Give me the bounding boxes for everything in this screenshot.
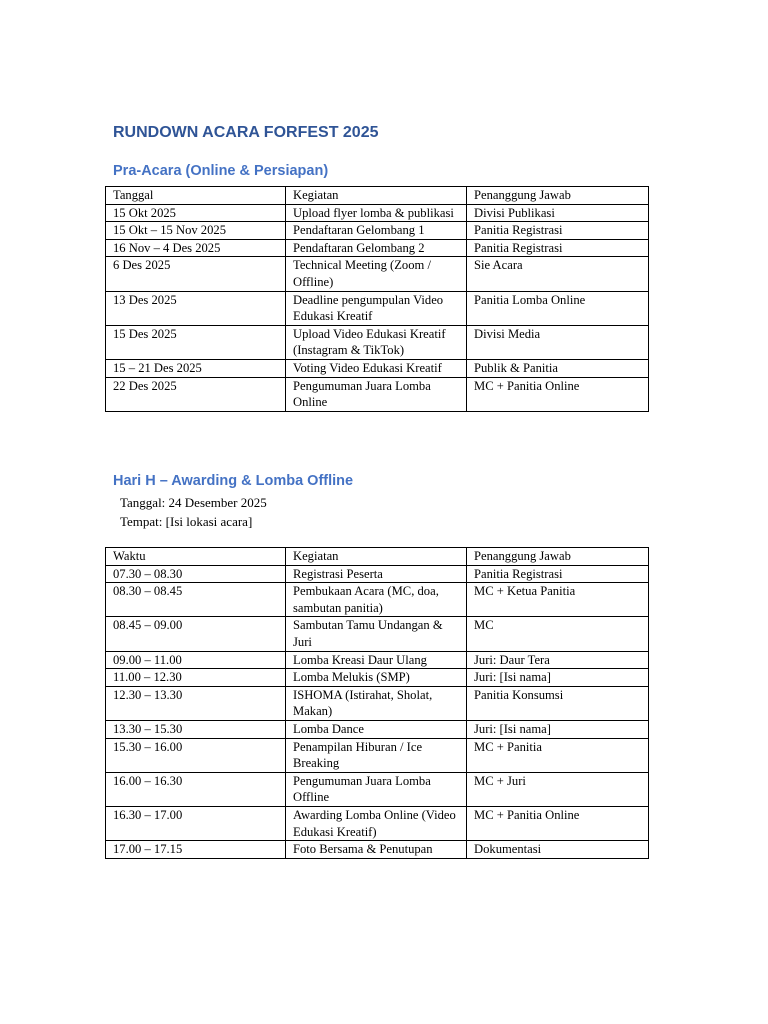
cell-activity: Awarding Lomba Online (Video Edukasi Kreatif) [286, 806, 467, 840]
cell-responsible: MC + Panitia Online [467, 377, 649, 411]
table-row [106, 359, 649, 377]
cell-activity: Upload flyer lomba & publikasi [286, 204, 467, 222]
table-row [106, 686, 649, 720]
cell-responsible: Divisi Media [467, 325, 649, 359]
table-row [106, 806, 649, 840]
table-row [106, 772, 649, 806]
table-row [106, 669, 649, 687]
table-row [106, 738, 649, 772]
cell-time: 07.30 – 08.30 [106, 565, 286, 583]
cell-activity: Lomba Kreasi Daur Ulang [286, 651, 467, 669]
cell-activity: Deadline pengumpulan Video Edukasi Kreatif [286, 291, 467, 325]
cell-time: 08.30 – 08.45 [106, 583, 286, 617]
pre-event-table [105, 186, 649, 412]
cell-responsible: Panitia Registrasi [467, 222, 649, 240]
cell-responsible: Publik & Panitia [467, 359, 649, 377]
cell-responsible: MC + Ketua Panitia [467, 583, 649, 617]
cell-responsible: MC [467, 617, 649, 651]
cell-responsible: Panitia Konsumsi [467, 686, 649, 720]
cell-responsible: Panitia Registrasi [467, 239, 649, 257]
header-cell-activity: Kegiatan [286, 548, 467, 566]
cell-activity: Pendaftaran Gelombang 1 [286, 222, 467, 240]
document-title: RUNDOWN ACARA FORFEST 2025 [113, 124, 379, 141]
table-header-row [106, 548, 649, 566]
cell-date: 15 Des 2025 [106, 325, 286, 359]
cell-responsible: MC + Panitia [467, 738, 649, 772]
table-row [106, 377, 649, 411]
cell-time: 09.00 – 11.00 [106, 651, 286, 669]
cell-activity: Voting Video Edukasi Kreatif [286, 359, 467, 377]
cell-activity: Technical Meeting (Zoom / Offline) [286, 257, 467, 291]
event-day-heading: Hari H – Awarding & Lomba Offline [113, 473, 354, 489]
cell-date: 6 Des 2025 [106, 257, 286, 291]
cell-date: 16 Nov – 4 Des 2025 [106, 239, 286, 257]
event-place-line: Tempat: [Isi lokasi acara] [120, 514, 253, 529]
table-row [106, 239, 649, 257]
cell-activity: Pendaftaran Gelombang 2 [286, 239, 467, 257]
cell-time: 12.30 – 13.30 [106, 686, 286, 720]
cell-responsible: Panitia Lomba Online [467, 291, 649, 325]
table-row [106, 841, 649, 859]
cell-date: 22 Des 2025 [106, 377, 286, 411]
cell-responsible: MC + Panitia Online [467, 806, 649, 840]
cell-date: 13 Des 2025 [106, 291, 286, 325]
table-row [106, 325, 649, 359]
cell-activity: Lomba Dance [286, 720, 467, 738]
table-row [106, 222, 649, 240]
cell-time: 17.00 – 17.15 [106, 841, 286, 859]
cell-date: 15 – 21 Des 2025 [106, 359, 286, 377]
cell-responsible: Panitia Registrasi [467, 565, 649, 583]
header-cell-responsible: Penanggung Jawab [467, 548, 649, 566]
table-row [106, 257, 649, 291]
header-cell-activity: Kegiatan [286, 187, 467, 205]
cell-responsible: Juri: Daur Tera [467, 651, 649, 669]
cell-date: 15 Okt – 15 Nov 2025 [106, 222, 286, 240]
cell-activity: Pengumuman Juara Lomba Offline [286, 772, 467, 806]
cell-activity: Upload Video Edukasi Kreatif (Instagram & TikTok) [286, 325, 467, 359]
cell-activity: Pengumuman Juara Lomba Online [286, 377, 467, 411]
table-row [106, 583, 649, 617]
cell-activity: ISHOMA (Istirahat, Sholat, Makan) [286, 686, 467, 720]
table-row [106, 651, 649, 669]
cell-time: 15.30 – 16.00 [106, 738, 286, 772]
cell-responsible: Sie Acara [467, 257, 649, 291]
cell-date: 15 Okt 2025 [106, 204, 286, 222]
cell-responsible: MC + Juri [467, 772, 649, 806]
cell-time: 16.30 – 17.00 [106, 806, 286, 840]
cell-time: 08.45 – 09.00 [106, 617, 286, 651]
cell-time: 16.00 – 16.30 [106, 772, 286, 806]
header-cell-time: Waktu [106, 548, 286, 566]
table-row [106, 720, 649, 738]
cell-activity: Penampilan Hiburan / Ice Breaking [286, 738, 467, 772]
event-date-line: Tanggal: 24 Desember 2025 [120, 495, 267, 510]
cell-time: 11.00 – 12.30 [106, 669, 286, 687]
table-row [106, 565, 649, 583]
header-cell-responsible: Penanggung Jawab [467, 187, 649, 205]
table-row [106, 617, 649, 651]
cell-activity: Sambutan Tamu Undangan & Juri [286, 617, 467, 651]
cell-activity: Lomba Melukis (SMP) [286, 669, 467, 687]
event-day-table [105, 547, 649, 859]
cell-activity: Registrasi Peserta [286, 565, 467, 583]
cell-responsible: Divisi Publikasi [467, 204, 649, 222]
cell-time: 13.30 – 15.30 [106, 720, 286, 738]
cell-responsible: Juri: [Isi nama] [467, 720, 649, 738]
cell-responsible: Juri: [Isi nama] [467, 669, 649, 687]
table-row [106, 204, 649, 222]
table-row [106, 291, 649, 325]
pre-event-heading: Pra-Acara (Online & Persiapan) [113, 163, 329, 179]
cell-activity: Pembukaan Acara (MC, doa, sambutan panitia) [286, 583, 467, 617]
table-header-row [106, 187, 649, 205]
header-cell-date: Tanggal [106, 187, 286, 205]
cell-responsible: Dokumentasi [467, 841, 649, 859]
cell-activity: Foto Bersama & Penutupan [286, 841, 467, 859]
